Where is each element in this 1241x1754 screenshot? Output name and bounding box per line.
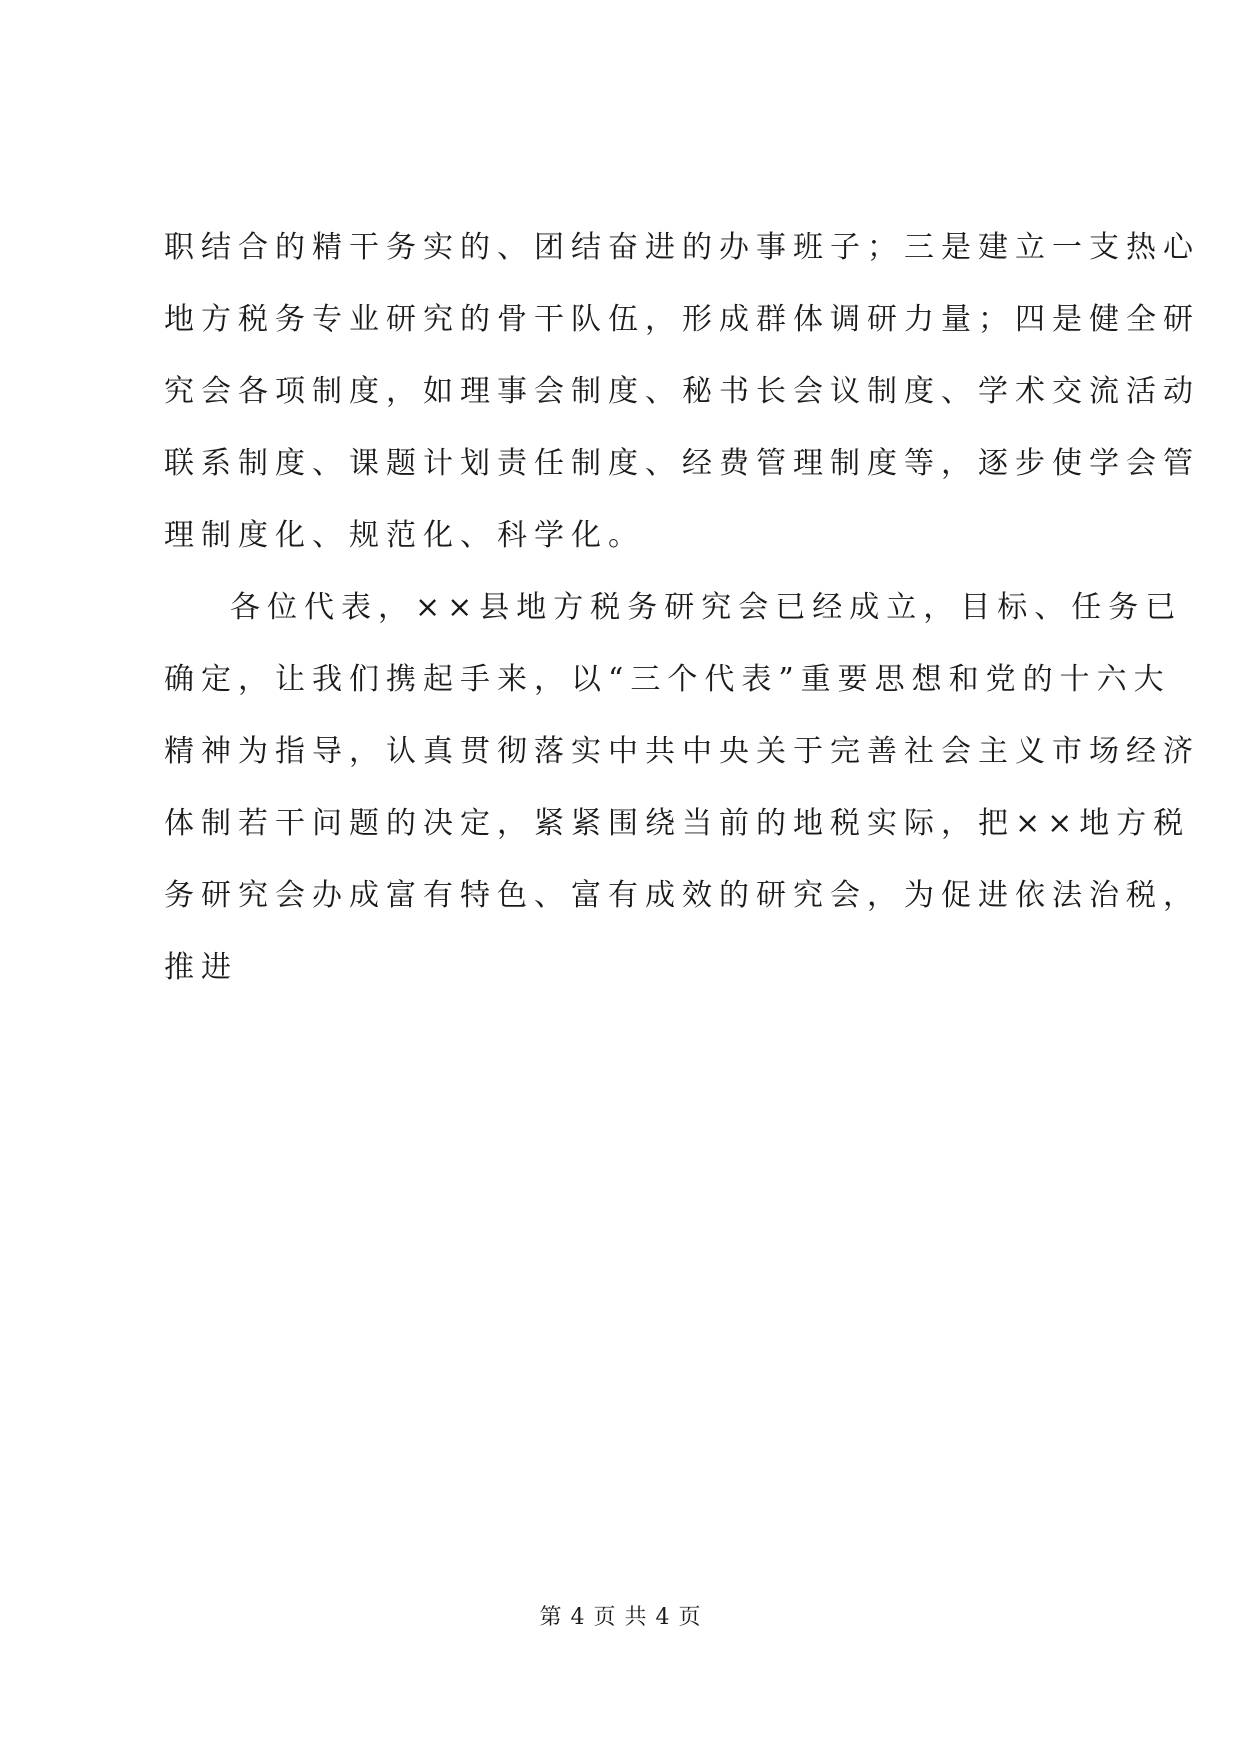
text-line: 联系制度、课题计划责任制度、经费管理制度等，逐步使学会管 — [164, 446, 1200, 481]
page-number-footer: 第 4 页 共 4 页 — [539, 1605, 702, 1630]
text-line: 地方税务专业研究的骨干队伍，形成群体调研力量；四是健全研 — [164, 302, 1200, 337]
text-line: 确定，让我们携起手来，以“三个代表”重要思想和党的十六大 — [164, 662, 1171, 697]
text-line: 理制度化、规范化、科学化。 — [164, 518, 645, 553]
text-line: 务研究会办成富有特色、富有成效的研究会，为促进依法治税， — [164, 878, 1200, 913]
document-body — [164, 212, 1200, 1004]
text-line: 精神为指导，认真贯彻落实中共中央关于完善社会主义市场经济 — [164, 734, 1200, 769]
text-line: 职结合的精干务实的、团结奋进的办事班子；三是建立一支热心 — [164, 230, 1200, 265]
paragraph-1 — [164, 212, 1200, 572]
text-line: 体制若干问题的决定，紧紧围绕当前的地税实际，把××地方税 — [164, 806, 1191, 841]
text-line: 各位代表，××县地方税务研究会已经成立，目标、任务已 — [230, 590, 1183, 625]
text-line: 究会各项制度，如理事会制度、秘书长会议制度、学术交流活动 — [164, 374, 1200, 409]
paragraph-2 — [164, 572, 1200, 1004]
text-line: 推进 — [164, 950, 238, 985]
